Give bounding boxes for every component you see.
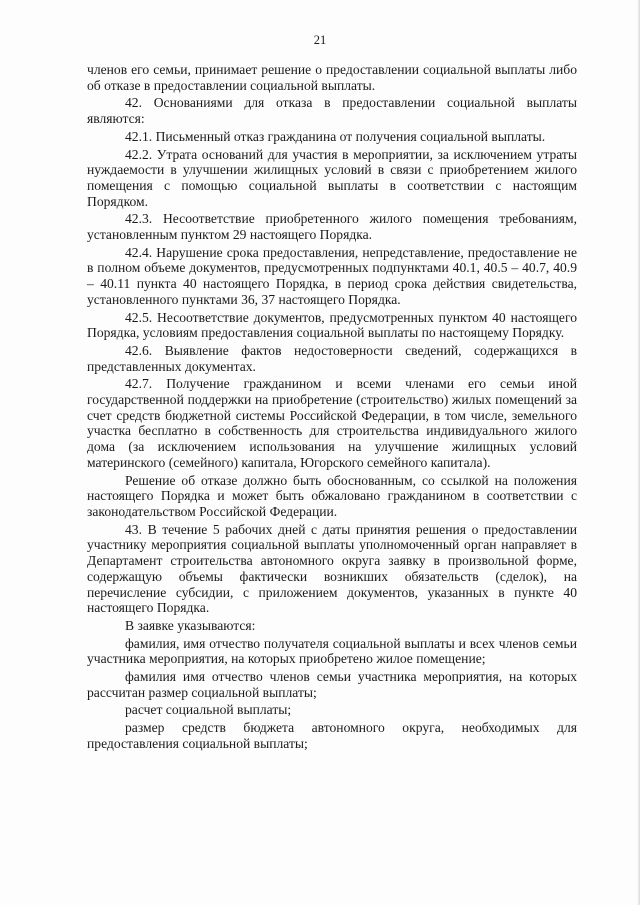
paragraph: 42.7. Получение гражданином и всеми членами его семьи иной государственной поддержки на приобретение (строительство) жилых помещений за счет средств бюджетной системы Российской Федерации, в том числе, земельного участка бесплатно в собственность для строительства индивидуального жилого дома (за исключением использования на улучшение жилищных условий материнского (семейного) капитала, Югорского семейного капитала). — [87, 376, 577, 470]
paragraph: 42. Основаниями для отказа в предоставлении социальной выплаты являются: — [87, 95, 577, 127]
paragraph: членов его семьи, принимает решение о предоставлении социальной выплаты либо об отказе в предоставлении социальной выплаты. — [87, 62, 577, 93]
paragraph: 43. В течение 5 рабочих дней с даты принятия решения о предоставлении участнику мероприятия социальной выплаты уполномоченный орган направляет в Департамент строительства автономного округа заявку в произвольной форме, содержащую объемы фактически возникших обязательств (сделок), на перечисление субсидии, с приложением документов, указанных в пункте 40 настоящего Порядка. — [87, 521, 577, 616]
paragraph: 42.4. Нарушение срока предоставления, непредставление, предоставление не в полном объеме документов, предусмотренных подпунктами 40.1, 40.5 – 40.7, 40.9 – 40.11 пункта 40 настоящего Порядка, в период срока действия свидетельства, установленного пунктами 36, 37 настоящего Порядка. — [87, 244, 577, 307]
paragraph: 42.5. Несоответствие документов, предусмотренных пунктом 40 настоящего Порядка, условиям предоставления социальной выплаты по настоящему Порядку. — [87, 309, 577, 341]
paragraph: размер средств бюджета автономного округа, необходимых для предоставления социальной выплаты; — [87, 720, 577, 751]
paragraph: В заявке указываются: — [125, 617, 256, 633]
paragraph: фамилия имя отчество членов семьи участника мероприятия, на которых рассчитан размер социальной выплаты; — [87, 669, 577, 700]
paragraph: 42.1. Письменный отказ гражданина от получения социальной выплаты. — [125, 128, 546, 144]
paragraph: 42.3. Несоответствие приобретенного жилого помещения требованиям, установленным пунктом 29 настоящего Порядка. — [87, 211, 577, 243]
paragraph: Решение об отказе должно быть обоснованным, со ссылкой на положения настоящего Порядка и может быть обжаловано гражданином в соответствии с законодательством Российской Федерации. — [87, 472, 577, 519]
page-number: 21 — [313, 33, 327, 47]
document-body — [87, 62, 577, 754]
paragraph: фамилия, имя отчество получателя социальной выплаты и всех членов семьи участника мероприятия, на которых приобретено жилое помещение; — [87, 635, 577, 667]
paragraph: расчет социальной выплаты; — [125, 702, 292, 718]
paragraph: 42.2. Утрата оснований для участия в мероприятии, за исключением утраты нуждаемости в улучшении жилищных условий в связи с приобретением жилого помещения с помощью социальной выплаты в соответствии с настоящим Порядком. — [87, 146, 577, 209]
paragraph: 42.6. Выявление фактов недостоверности сведений, содержащихся в представленных документах. — [87, 342, 577, 374]
